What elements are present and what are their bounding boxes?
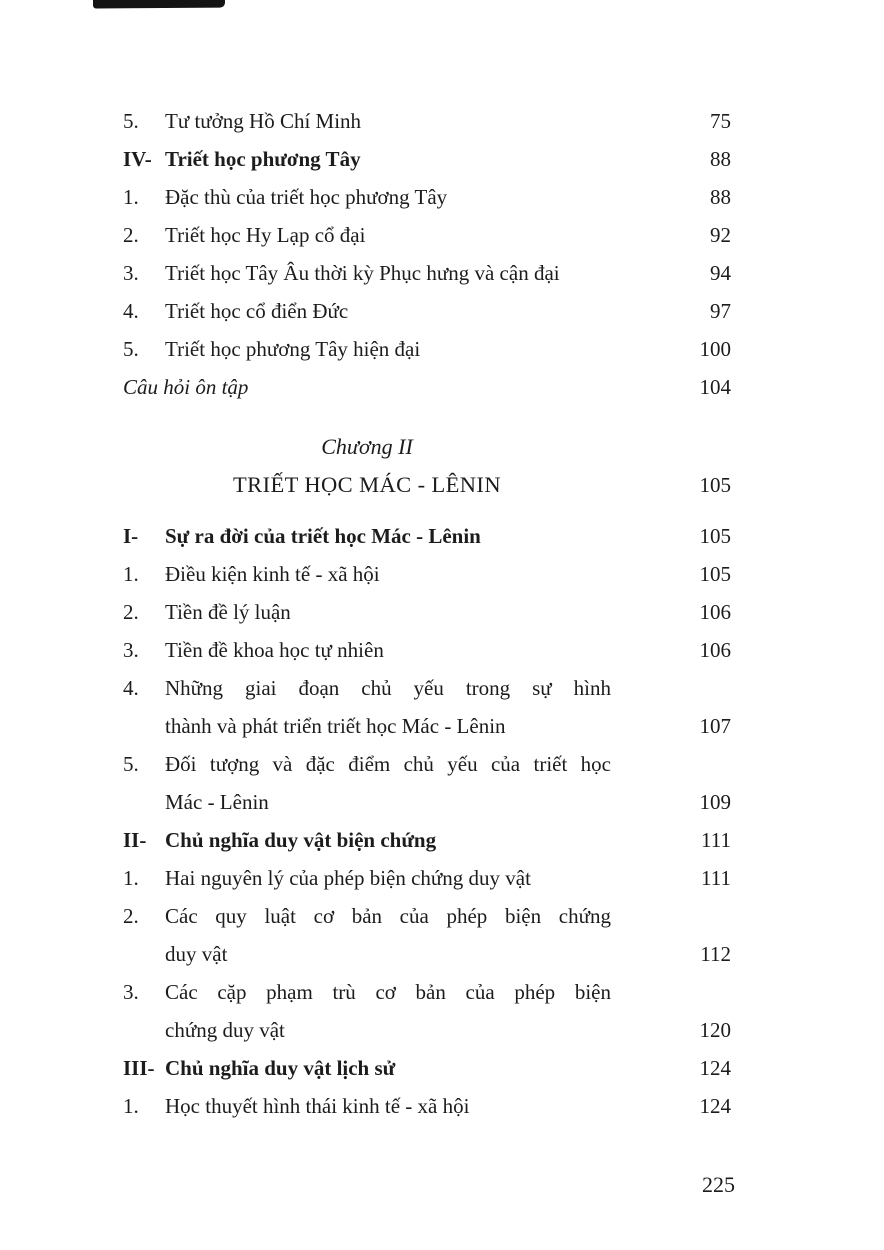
- toc-row: [123, 178, 731, 216]
- toc-row: [123, 292, 731, 330]
- page-number: 106: [699, 638, 731, 662]
- toc-entry-marker: 3.: [123, 638, 139, 662]
- page-number: 88: [710, 147, 731, 171]
- page-number: 88: [710, 185, 731, 209]
- table-of-contents: [123, 102, 731, 1125]
- toc-entry-line: chứng duy vật: [165, 1018, 285, 1042]
- toc-row: [123, 254, 731, 292]
- page-number: 124: [699, 1094, 731, 1118]
- toc-row: [123, 821, 731, 859]
- toc-entry-marker: 1.: [123, 185, 139, 209]
- toc-row: [123, 745, 731, 821]
- toc-entry-line: thành và phát triển triết học Mác - Lênin: [165, 714, 506, 738]
- toc-entry-title: [165, 216, 611, 254]
- toc-row: [123, 1049, 731, 1087]
- toc-row: [123, 859, 731, 897]
- toc-entry-title: [165, 254, 611, 292]
- page-number: 111: [701, 828, 731, 852]
- toc-row: [123, 216, 731, 254]
- toc-entry-title: [165, 140, 611, 178]
- toc-entry-line: Tư tưởng Hồ Chí Minh: [165, 109, 362, 133]
- toc-row: [123, 669, 731, 745]
- page-number: 106: [699, 600, 731, 624]
- toc-row: [123, 102, 731, 140]
- toc-entry-title: [165, 1049, 611, 1087]
- page-number: 111: [701, 866, 731, 890]
- toc-entry-marker: 3.: [123, 980, 139, 1004]
- toc-entry-line: Đặc thù của triết học phương Tây: [165, 185, 448, 209]
- toc-entry-marker: 4.: [123, 299, 139, 323]
- chapter-number: Chương II: [321, 434, 413, 459]
- toc-entry-title: [165, 897, 611, 973]
- page-number: 112: [700, 942, 731, 966]
- toc-entry-marker: III-: [123, 1056, 155, 1080]
- chapter-title: TRIẾT HỌC MÁC - LÊNIN: [233, 472, 501, 497]
- scan-artifact: [93, 0, 225, 8]
- toc-entry-line: Tiền đề khoa học tự nhiên: [165, 638, 384, 662]
- toc-entry-line: Tiền đề lý luận: [165, 600, 291, 624]
- toc-row: [123, 555, 731, 593]
- chapter-heading-block: [123, 428, 611, 504]
- toc-row: [123, 973, 731, 1049]
- toc-entry-line: Triết học Tây Âu thời kỳ Phục hưng và cận đại: [165, 261, 560, 285]
- toc-entry-marker: 5.: [123, 337, 139, 361]
- toc-entry-marker: 2.: [123, 223, 139, 247]
- toc-entry-marker: 1.: [123, 562, 139, 586]
- toc-entry-line: duy vật: [165, 942, 228, 966]
- toc-entry-line: Triết học Hy Lạp cổ đại: [165, 223, 366, 247]
- toc-entry-title: [165, 593, 611, 631]
- toc-entry-title: [165, 178, 611, 216]
- page-number: 120: [699, 1018, 731, 1042]
- toc-entry-marker: 3.: [123, 261, 139, 285]
- toc-entry-title: [165, 669, 611, 745]
- page-number: 105: [699, 473, 731, 497]
- page-number: 75: [710, 109, 731, 133]
- toc-entry-line: Đối tượng và đặc điểm chủ yếu của triết học: [165, 752, 611, 776]
- page-number: 105: [699, 562, 731, 586]
- toc-entry-marker: 5.: [123, 109, 139, 133]
- page-number: 92: [710, 223, 731, 247]
- toc-entry-line: Điều kiện kinh tế - xã hội: [165, 562, 380, 586]
- toc-entry-title: [165, 745, 611, 821]
- toc-entry-title: [165, 859, 611, 897]
- page-number: 105: [699, 524, 731, 548]
- toc-entry-line: Hai nguyên lý của phép biện chứng duy vật: [165, 866, 531, 890]
- toc-row: [123, 368, 731, 406]
- page-number: 104: [699, 375, 731, 399]
- chapter-heading-row: [123, 428, 731, 504]
- toc-entry-line: Học thuyết hình thái kinh tế - xã hội: [165, 1094, 470, 1118]
- toc-row: [123, 517, 731, 555]
- toc-entry-title: [165, 292, 611, 330]
- toc-entry-line: Các quy luật cơ bản của phép biện chứng: [165, 904, 611, 928]
- toc-entry-title: [165, 973, 611, 1049]
- toc-entry-title: [165, 1087, 611, 1125]
- toc-entry-line: Chủ nghĩa duy vật biện chứng: [165, 828, 437, 852]
- toc-entry-marker: 1.: [123, 1094, 139, 1118]
- toc-entry-title: [165, 330, 611, 368]
- page-number: 97: [710, 299, 731, 323]
- toc-row: [123, 330, 731, 368]
- toc-entry-line: Sự ra đời của triết học Mác - Lênin: [165, 524, 481, 548]
- toc-row: [123, 140, 731, 178]
- toc-entry-line: Các cặp phạm trù cơ bản của phép biện: [165, 980, 611, 1004]
- toc-entry-marker: I-: [123, 524, 139, 548]
- toc-row: [123, 1087, 731, 1125]
- toc-entry-marker: 2.: [123, 904, 139, 928]
- toc-entry-marker: 4.: [123, 676, 139, 700]
- toc-row: [123, 897, 731, 973]
- toc-entry-title: [165, 631, 611, 669]
- page-number: 107: [699, 714, 731, 738]
- toc-entry-title: [123, 368, 569, 406]
- toc-entry-marker: II-: [123, 828, 147, 852]
- toc-entry-marker: IV-: [123, 147, 152, 171]
- toc-entry-line: Chủ nghĩa duy vật lịch sử: [165, 1056, 396, 1080]
- toc-entry-title: [165, 102, 611, 140]
- toc-entry-line: Triết học cổ điển Đức: [165, 299, 349, 323]
- toc-entry-title: [165, 517, 611, 555]
- toc-entry-line: Những giai đoạn chủ yếu trong sự hình: [165, 676, 611, 700]
- toc-entry-line: Triết học phương Tây: [165, 147, 361, 171]
- toc-entry-title: [165, 821, 611, 859]
- page-number: 94: [710, 261, 731, 285]
- toc-entry-marker: 5.: [123, 752, 139, 776]
- page-number: 109: [699, 790, 731, 814]
- toc-entry-line: Câu hỏi ôn tập: [123, 375, 249, 399]
- toc-entry-marker: 2.: [123, 600, 139, 624]
- page-number: 124: [699, 1056, 731, 1080]
- toc-entry-marker: 1.: [123, 866, 139, 890]
- page-number-footer: 225: [702, 1172, 735, 1197]
- toc-entry-line: Mác - Lênin: [165, 790, 269, 814]
- page-number: 100: [699, 337, 731, 361]
- toc-entry-line: Triết học phương Tây hiện đại: [165, 337, 421, 361]
- toc-entry-title: [165, 555, 611, 593]
- toc-row: [123, 593, 731, 631]
- toc-row: [123, 631, 731, 669]
